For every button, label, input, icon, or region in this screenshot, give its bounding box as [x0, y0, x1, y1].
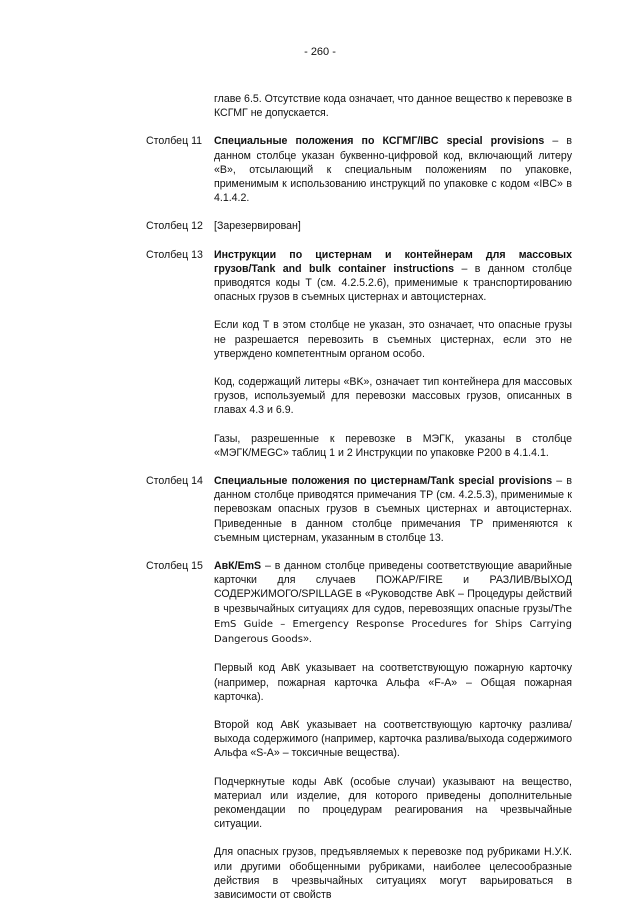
column-13-label: Столбец 13 [146, 248, 203, 261]
column-11-text: – в данном столбце указан буквенно-цифровой код, включающий литеру «B», отсылающий к специальным положениям по упаковке, применимым к использованию инструкций по упаковке с кодом «IBC» в 4.1.4.2. [214, 135, 572, 205]
column-15-heading: АвК/EmS [214, 560, 262, 573]
column-13-entry [146, 248, 572, 460]
column-13-extra-2: Код, содержащий литеры «BK», означает тип контейнера для массовых грузов, используемый для перевозки массовых грузов, описанных в главах 4.3 и 6.9. [214, 376, 572, 417]
column-11-entry [146, 134, 572, 205]
column-14-entry [146, 474, 572, 545]
intro-paragraph [214, 92, 572, 120]
document-body [146, 92, 572, 916]
column-15-text: – в данном столбце приведены соответствующие аварийные карточки для случаев ПОЖАР/FIRE и РАЗЛИВ/ВЫХОД СОДЕРЖИМОГО/SPILLAGE в «Руководстве АвК – Процедуры действий в чрезвычайных ситуациях для судов, перевозящих опасные грузы/ [214, 560, 572, 615]
column-11-paragraph [214, 134, 572, 205]
column-14-label: Столбец 14 [146, 475, 203, 488]
column-13-body [214, 248, 572, 460]
column-14-body [214, 474, 572, 545]
column-13-text: – в данном столбце приводятся коды T (см. 4.2.5.2.6), применимые к транспортированию опасных грузов в съемных цистернах и автоцистернах. [214, 262, 572, 304]
column-13-paragraph [214, 248, 572, 305]
column-11-body [214, 134, 572, 205]
column-15-extra-3: Подчеркнутые коды АвК (особые случаи) указывают на вещество, материал или изделие, для которого приведены дополнительные рекомендации по процедурам реагирования на чрезвычайные ситуации. [214, 775, 572, 831]
column-15-entry [146, 559, 572, 902]
column-12-body [214, 219, 572, 233]
column-14-text: – в данном столбце приводятся примечания TP (см. 4.2.5.3), применимые к перевозкам опасных грузов в съемных цистернах и автоцистернах. Приведенные в данном столбце примечания TP применяются к съемным цистернам, указанным в столбце 13. [214, 475, 572, 544]
column-15-extra-2: Второй код АвК указывает на соответствующую карточку разлива/выхода содержимого (например, карточка разлива/выхода содержимого Альфа «S-A» – токсичные вещества). [214, 718, 572, 760]
column-15-body [214, 559, 572, 902]
column-12-entry [146, 219, 572, 233]
column-12-label: Столбец 12 [146, 220, 203, 233]
page-number: - 260 - [304, 46, 336, 58]
column-15-extra-1: Первый код АвК указывает на соответствующую пожарную карточку (например, пожарная карточка Альфа «F-A» – Общая пожарная карточка). [214, 662, 572, 703]
column-11-heading: Специальные положения по КСГМГ/IBC special provisions [214, 135, 545, 148]
column-15-label: Столбец 15 [146, 560, 203, 573]
intro-text: главе 6.5. Отсутствие кода означает, что данное вещество к перевозке в КСГМГ не допускается. [214, 93, 572, 120]
column-14-heading: Специальные положения по цистернам/Tank special provisions [214, 475, 553, 488]
column-12-text: [Зарезервирован] [214, 220, 301, 233]
column-13-extra-1: Если код T в этом столбце не указан, это означает, что опасные грузы не разрешается перевозить в съемных цистернах, если это не утверждено компетентным органом особо. [214, 319, 572, 360]
column-11-label: Столбец 11 [146, 135, 203, 148]
column-15-paragraph [214, 559, 572, 647]
column-13-heading: Инструкции по цистернам и контейнерам для массовых грузов/Tank and bulk container instructions [214, 248, 572, 275]
column-13-extra-3: Газы, разрешенные к перевозке в МЭГК, указаны в столбце «МЭГК/MEGC» таблиц 1 и 2 Инструкции по упаковке P200 в 4.1.4.1. [214, 432, 572, 459]
column-15-guide-title: The EmS Guide – Emergency Response Procedures for Ships Carrying Dangerous Goods [214, 603, 572, 646]
column-15-extra-4: Для опасных грузов, предъявляемых к перевозке под рубриками Н.У.К. или другими обобщенными рубриками, наиболее целесообразные действия в чрезвычайных ситуациях могут варьироваться в зависимости от свойств [214, 846, 572, 901]
column-14-paragraph [214, 474, 572, 545]
column-15-text-end: ». [302, 633, 312, 646]
